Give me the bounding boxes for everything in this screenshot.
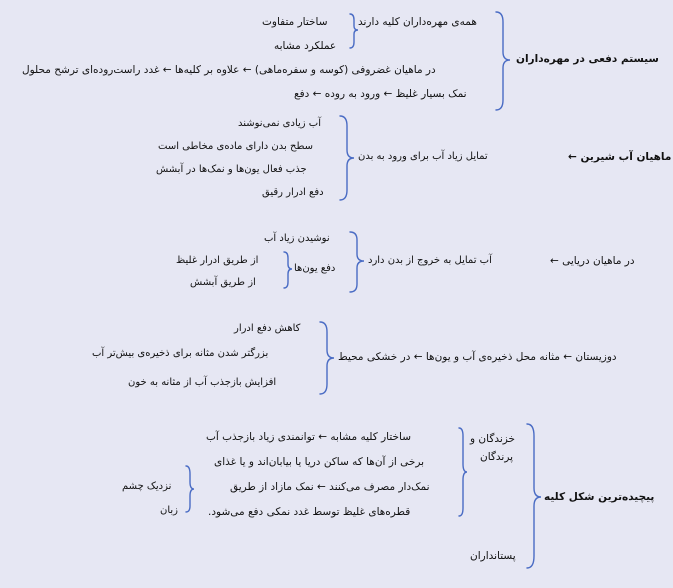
s5-item1: ساختار کلیه مشابه ← توانمندی زیاد بازجذب آب [206, 431, 412, 443]
s4-item1: کاهش دفع ادرار [234, 323, 301, 334]
s2-item1: آب زیادی نمی‌نوشند [238, 118, 321, 129]
s5-item3: نمک‌دار مصرف می‌کنند ← نمک مازاد از طریق [230, 481, 430, 493]
s4-root: دوزیستان ← مثانه محل ذخیره‌ی آب و یون‌ها ← در خشکی محیط [338, 351, 617, 363]
brace-s3-small [284, 252, 292, 288]
brace-s3 [350, 232, 364, 292]
s3-root: در ماهیان دریایی ← [550, 255, 635, 267]
s5-item2: برخی از آن‌ها که ساکن دریا یا بیابان‌اند و یا غذای [214, 456, 425, 468]
s2-item4: دفع ادرار رقیق [262, 187, 324, 198]
s4-item3: افزایش بازجذب آب از مثانه به خون [128, 377, 277, 388]
s1-line3: نمک بسیار غلیظ ← ورود به روده ← دفع [294, 88, 467, 100]
s5-note2: زبان [160, 505, 179, 516]
brace-s2 [340, 116, 354, 200]
s3-item3: از طریق ادرار غلیظ [176, 255, 259, 266]
s2-root: ماهیان آب شیرین ← [568, 151, 672, 163]
brace-s4 [320, 322, 334, 394]
s3-mid: آب تمایل به خروج از بدن دارد [368, 255, 492, 266]
brace-s1-small [350, 14, 358, 48]
brace-s5-small [186, 466, 194, 512]
s3-item1: نوشیدن زیاد آب [264, 233, 330, 244]
s1-line2: در ماهیان غضروفی (کوسه و سفره‌ماهی) ← علاوه بر کلیه‌ها ← غدد راست‌روده‌ای ترشح محلول [22, 64, 436, 76]
s3-item4: از طریق آبشش [190, 277, 256, 288]
s1-line1c: عملکرد مشابه [274, 40, 337, 52]
s5-group1-b: پرندگان [480, 451, 514, 463]
brace-s5-group [459, 428, 467, 516]
s5-group1-a: خزندگان و [470, 433, 516, 445]
s2-mid: تمایل زیاد آب برای ورود به بدن [358, 151, 488, 162]
brace-s5 [527, 424, 541, 568]
s2-item2: سطح بدن دارای ماده‌ی مخاطی است [158, 141, 314, 152]
s3-item2: دفع یون‌ها [294, 263, 336, 274]
s5-note1: نزدیک چشم [122, 481, 172, 492]
s1-line1a: همه‌ی مهره‌داران کلیه دارند [358, 16, 477, 28]
s5-item4: قطره‌های غلیظ توسط غدد نمکی دفع می‌شود. [208, 506, 411, 518]
brace-s1 [496, 12, 510, 110]
s4-item2: بزرگتر شدن مثانه برای ذخیره‌ی بیش‌تر آب [92, 348, 269, 359]
s5-group2: پستانداران [470, 550, 516, 562]
s2-item3: جذب فعال یون‌ها و نمک‌ها در آبشش [156, 164, 307, 175]
s1-line1b: ساختار متفاوت [262, 16, 328, 28]
s5-root: پیچیده‌ترین شکل کلیه [544, 491, 655, 503]
s1-root: سیستم دفعی در مهره‌داران [516, 53, 659, 65]
